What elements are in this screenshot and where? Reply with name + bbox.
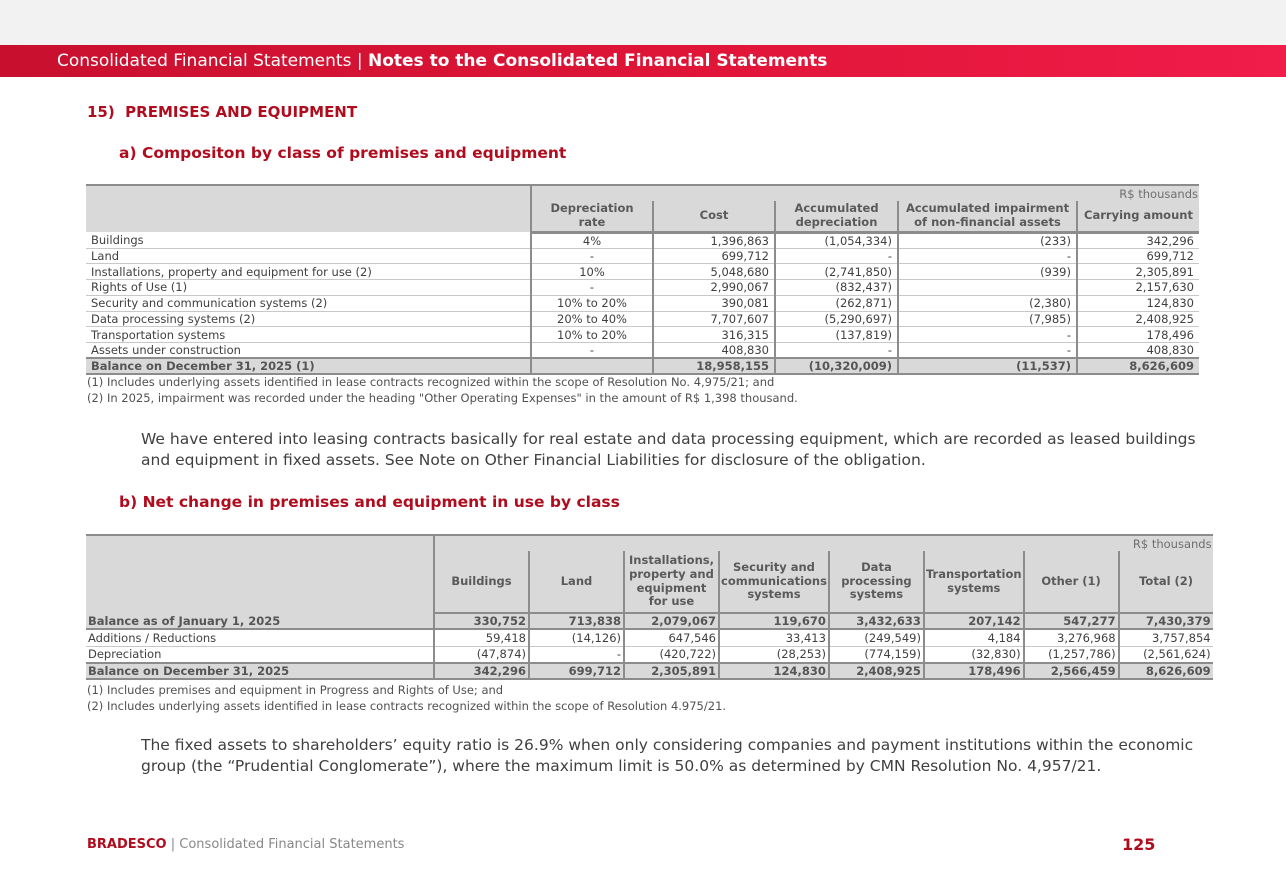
part-b-notes <box>87 682 726 714</box>
note-line: (1) Includes underlying assets identified in lease contracts recognized within the scope of Resolution No. 4,975/21; and <box>87 375 775 389</box>
table-a-unit: R$ thousands <box>531 185 1199 201</box>
table-cell-label: Balance as of January 1, 2025 <box>86 613 434 629</box>
table-b-col-header: Buildings <box>434 551 529 613</box>
table-cell-value: (32,830) <box>924 646 1024 663</box>
table-cell-value: 59,418 <box>434 629 529 646</box>
table-cell-value: (420,722) <box>624 646 719 663</box>
table-b-col-header: Total (2) <box>1119 551 1213 613</box>
table-cell-cost: 5,048,680 <box>653 264 775 280</box>
part-b-title: b) Net change in premises and equipment in use by class <box>119 493 620 511</box>
note-line: (2) In 2025, impairment was recorded under the heading "Other Operating Expenses" in the amount of R$ 1,398 thousand. <box>87 391 798 405</box>
table-cell-impairment: (233) <box>898 232 1077 248</box>
table-cell-carrying: 8,626,609 <box>1077 358 1199 374</box>
table-cell-rate: 20% to 40% <box>531 311 653 327</box>
header-section: Consolidated Financial Statements <box>57 51 352 71</box>
table-cell-label: Buildings <box>86 232 531 248</box>
table-cell-rate: - <box>531 343 653 359</box>
table-a-col-header: Cost <box>653 201 775 232</box>
table-cell-value: 342,296 <box>434 663 529 679</box>
table-b-col-header: Security and communications systems <box>719 551 829 613</box>
footer <box>87 837 404 852</box>
table-cell-acc-dep: - <box>775 248 898 264</box>
table-row <box>86 232 1199 248</box>
table-cell-impairment <box>898 280 1077 296</box>
table-cell-label: Additions / Reductions <box>86 629 434 646</box>
table-cell-impairment: (2,380) <box>898 295 1077 311</box>
table-cell-rate: 10% to 20% <box>531 295 653 311</box>
table-cell-rate <box>531 358 653 374</box>
table-cell-carrying: 2,305,891 <box>1077 264 1199 280</box>
table-row <box>86 295 1199 311</box>
table-cell-label: Depreciation <box>86 646 434 663</box>
table-cell-value: 2,079,067 <box>624 613 719 629</box>
leasing-paragraph: We have entered into leasing contracts basically for real estate and data processing equipment, which are recorded as leased buildings and equipment in fixed assets. See Note on Other Financial Liabilities for disclosure of the obligation. <box>141 430 1196 469</box>
table-cell-carrying: 342,296 <box>1077 232 1199 248</box>
table-cell-value: 2,305,891 <box>624 663 719 679</box>
table-cell-value: 4,184 <box>924 629 1024 646</box>
table-cell-carrying: 124,830 <box>1077 295 1199 311</box>
section-heading: 15) PREMISES AND EQUIPMENT <box>87 103 358 121</box>
table-cell-label: Security and communication systems (2) <box>86 295 531 311</box>
table-cell-acc-dep: (1,054,334) <box>775 232 898 248</box>
table-row <box>86 311 1199 327</box>
table-cell-rate: 10% <box>531 264 653 280</box>
table-cell-value: (28,253) <box>719 646 829 663</box>
table-row <box>86 343 1199 359</box>
table-cell-value: 8,626,609 <box>1119 663 1213 679</box>
table-cell-value: 178,496 <box>924 663 1024 679</box>
table-cell-acc-dep: (137,819) <box>775 327 898 343</box>
part-a-title: a) Compositon by class of premises and equipment <box>119 144 567 162</box>
header-separator: | <box>356 51 363 71</box>
table-a-total-row <box>86 358 1199 374</box>
table-cell-rate: - <box>531 248 653 264</box>
table-cell-rate: 10% to 20% <box>531 327 653 343</box>
table-cell-label: Balance on December 31, 2025 (1) <box>86 358 531 374</box>
table-cell-acc-dep: (262,871) <box>775 295 898 311</box>
table-b-col-header: Installations, property and equipment for use <box>624 551 719 613</box>
table-a-col-header: Accumulated impairment of non-financial assets <box>898 201 1077 232</box>
table-cell-value: 207,142 <box>924 613 1024 629</box>
page-number: 125 <box>1122 835 1156 854</box>
table-cell-value: 2,566,459 <box>1024 663 1119 679</box>
table-cell-carrying: 2,408,925 <box>1077 311 1199 327</box>
table-cell-label: Installations, property and equipment for use (2) <box>86 264 531 280</box>
table-cell-value: 330,752 <box>434 613 529 629</box>
part-a-notes <box>87 374 798 406</box>
table-a-col-header: Depreciation rate <box>531 201 653 232</box>
table-cell-carrying: 178,496 <box>1077 327 1199 343</box>
table-cell-carrying: 2,157,630 <box>1077 280 1199 296</box>
table-cell-cost: 316,315 <box>653 327 775 343</box>
table-cell-value: (2,561,624) <box>1119 646 1213 663</box>
table-cell-label: Balance on December 31, 2025 <box>86 663 434 679</box>
table-cell-value: (249,549) <box>829 629 924 646</box>
table-cell-value: 3,276,968 <box>1024 629 1119 646</box>
table-cell-label: Rights of Use (1) <box>86 280 531 296</box>
table-cell-value: 119,670 <box>719 613 829 629</box>
table-cell-cost: 699,712 <box>653 248 775 264</box>
table-b-col-header: Other (1) <box>1024 551 1119 613</box>
table-cell-acc-dep: (832,437) <box>775 280 898 296</box>
table-cell-carrying: 408,830 <box>1077 343 1199 359</box>
table-cell-impairment: - <box>898 327 1077 343</box>
table-b-total-row <box>86 613 1213 629</box>
table-cell-impairment: - <box>898 343 1077 359</box>
table-cell-label: Transportation systems <box>86 327 531 343</box>
table-cell-impairment: - <box>898 248 1077 264</box>
table-a-col-header: Accumulated depreciation <box>775 201 898 232</box>
table-cell-value: 33,413 <box>719 629 829 646</box>
table-cell-acc-dep: (5,290,697) <box>775 311 898 327</box>
table-cell-impairment: (7,985) <box>898 311 1077 327</box>
table-b-col-header: Data processing systems <box>829 551 924 613</box>
note-line: (1) Includes premises and equipment in Progress and Rights of Use; and <box>87 683 504 697</box>
table-cell-cost: 1,396,863 <box>653 232 775 248</box>
table-cell-value: 3,757,854 <box>1119 629 1213 646</box>
table-cell-value: 3,432,633 <box>829 613 924 629</box>
table-cell-label: Land <box>86 248 531 264</box>
table-cell-cost: 18,958,155 <box>653 358 775 374</box>
equity-ratio-paragraph: The fixed assets to shareholders’ equity ratio is 26.9% when only considering companies and payment institutions within the economic group (the “Prudential Conglomerate”), where the maximum limit is 50.0% as determined by CMN Resolution No. 4,957/21. <box>141 736 1194 775</box>
table-cell-cost: 390,081 <box>653 295 775 311</box>
table-a-corner <box>86 185 531 232</box>
net-change-table <box>86 534 1213 680</box>
table-row <box>86 327 1199 343</box>
table-cell-rate: - <box>531 280 653 296</box>
table-cell-value: (1,257,786) <box>1024 646 1119 663</box>
note-line: (2) Includes underlying assets identified in lease contracts recognized within the scope of Resolution 4.975/21. <box>87 699 727 713</box>
table-row <box>86 248 1199 264</box>
table-cell-rate: 4% <box>531 232 653 248</box>
footer-text: Consolidated Financial Statements <box>179 837 405 852</box>
table-cell-value: (774,159) <box>829 646 924 663</box>
table-row <box>86 629 1213 646</box>
table-cell-value: 547,277 <box>1024 613 1119 629</box>
table-cell-value: 2,408,925 <box>829 663 924 679</box>
top-margin <box>0 0 1286 45</box>
table-cell-impairment: (11,537) <box>898 358 1077 374</box>
table-cell-label: Data processing systems (2) <box>86 311 531 327</box>
table-cell-value: 124,830 <box>719 663 829 679</box>
table-b-col-header: Land <box>529 551 624 613</box>
table-cell-cost: 7,707,607 <box>653 311 775 327</box>
header-title: Notes to the Consolidated Financial Statements <box>367 51 828 71</box>
table-cell-value: - <box>529 646 624 663</box>
table-cell-value: 699,712 <box>529 663 624 679</box>
table-cell-cost: 408,830 <box>653 343 775 359</box>
table-b-col-header: Transportation systems <box>924 551 1024 613</box>
table-b-corner <box>86 535 434 613</box>
table-cell-value: 647,546 <box>624 629 719 646</box>
table-cell-label: Assets under construction <box>86 343 531 359</box>
table-row <box>86 280 1199 296</box>
footer-brand: BRADESCO <box>87 837 167 852</box>
table-cell-cost: 2,990,067 <box>653 280 775 296</box>
table-a-col-header: Carrying amount <box>1077 201 1199 232</box>
table-b-unit: R$ thousands <box>434 535 1213 551</box>
table-cell-value: 7,430,379 <box>1119 613 1213 629</box>
composition-table <box>86 184 1199 375</box>
table-cell-value: (47,874) <box>434 646 529 663</box>
footer-separator: | <box>170 837 176 852</box>
table-row <box>86 646 1213 663</box>
table-cell-impairment: (939) <box>898 264 1077 280</box>
table-cell-acc-dep: (10,320,009) <box>775 358 898 374</box>
header-banner <box>0 45 1286 77</box>
table-cell-acc-dep: (2,741,850) <box>775 264 898 280</box>
table-cell-acc-dep: - <box>775 343 898 359</box>
table-cell-value: (14,126) <box>529 629 624 646</box>
table-row <box>86 264 1199 280</box>
table-cell-carrying: 699,712 <box>1077 248 1199 264</box>
table-cell-value: 713,838 <box>529 613 624 629</box>
table-b-total-row <box>86 663 1213 679</box>
